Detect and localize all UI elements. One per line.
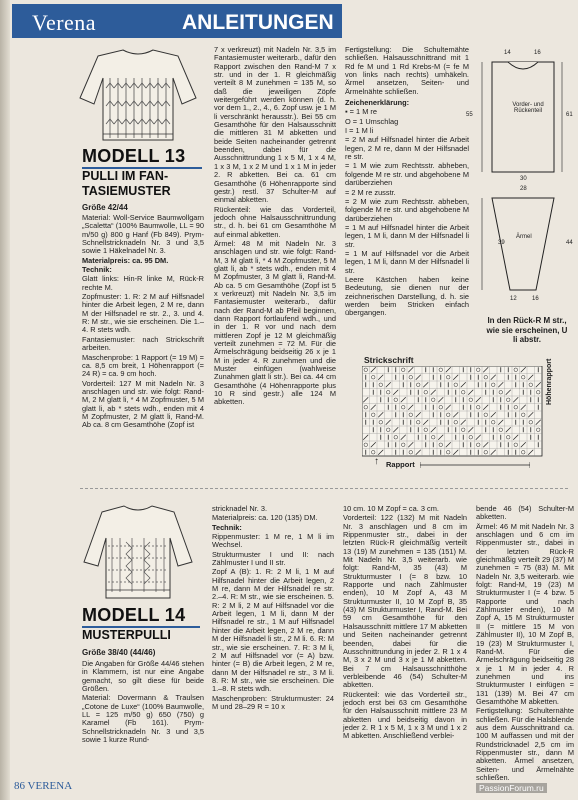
text-paragraph: 10 cm. 10 M Zopf = ca. 3 cm. bbox=[343, 504, 439, 513]
text-paragraph: Vorderteil: 127 M mit Nadeln Nr. 3 anschlagen und str. wie folgt: Rand-M, 2 M glatt li, * 4 M Zopfmuster, 5 M glatt li, ab * stets wdh., enden mit 4 M Zopfmuster, 2 M glatt li, Rand-M. Ab ca. 8 cm Gesamthöhe (Zopf ist bbox=[82, 378, 204, 430]
text-paragraph: Materialpreis: ca. 95 DM. bbox=[82, 255, 169, 265]
model14-sweater-drawing bbox=[82, 502, 194, 602]
text-paragraph: Fertigstellung: Schulternähte schließen. Für die Halsblende aus dem Ausschnittrand ca. 100 M auffassen und mit der Rundstricknadel 2,5 cm im Rippenmuster str., dann M abketten. Ärmel ansetzen, Seiten- und Ärmelnähte schließen. bbox=[476, 706, 574, 782]
legend-item: = 1 M auf Hilfsnadel hinter die Arbeit legen, 1 M li, dann M der Hilfsnadel li str. bbox=[345, 222, 469, 249]
model14-title: MODELL 14 bbox=[82, 605, 186, 625]
model14-subtitle: MUSTERPULLI bbox=[82, 628, 171, 642]
text-paragraph: Rückenteil: wie das Vorderteil, jedoch ohne Halsausschnittrundung str., d. h. bei 61 cm Gesamthöhe M auf einmal abketten. bbox=[214, 204, 336, 239]
model13-subtitle: PULLI IM FAN-TASIEMUSTER bbox=[82, 169, 171, 198]
text-paragraph: Vorderteil: 122 (132) M mit Nadeln Nr. 3 anschlagen und 8 cm im Rippenmuster str., dabei in der letzten Rück-R gleichmäßig verteilt 13 (19) M zunehmen = 135 (151) M. Mit Nadeln Nr. 3,5 weiterarb. wie folgt: Rand-M, 35 (43) M Strukturmuster I (= 8 bzw. 10 Rapporte und nach Zählmuster enden), 10 M Zopf A, 43 M Strukturmuster II, 10 M Zopf B, 35 (43) M Strukturmuster I, Rand-M. Bei 59 cm Gesamthöhe für den Halsausschnitt mittlere 17 M abketten und Seiten nacheinander getrennt beenden, dabei für die Ausschnittrundung in jeder 2. R 1 x 4 M, 3 x 2 M und 3 x je 1 M abketten. Bei 7 cm Halsausschnitthöhe verbleibende 46 (54) Schulter-M abketten. bbox=[343, 513, 467, 690]
text-paragraph: Zopf A (B): 1. R: 2 M li, 1 M auf Hilfsnadel hinter die Arbeit legen, 2 M re, dann M der Hilfsnadel re str. 2.–4. R: M str., wie sie erscheinen. 5. R: 2 M li, 2 M auf Hilfsnadel vor die Arbeit legen, 1 M li, dann M der Hilfsnadel re str., 1 M auf Hilfsnadel hinter die Arbeit legen, 2 M re, dann M der Hilfsnadel li str., 2 M li. 6. R: M str., wie sie erscheinen. 7. R: 3 M li, 2 M auf Hilfsnadel vor (= A) bzw. hinter (= B) die Arbeit legen, 2 M re, dann M der Hilfsnadel re str., 3 M li. 8. R: M str., wie sie erscheinen. Die 1.–8. R stets wdh. bbox=[212, 567, 334, 694]
legend-item: = 2 M wie zum Rechtsstr. abheben, folgende M re str. und abgehobene M darüberziehen bbox=[345, 196, 469, 223]
sleeve-top-number: 28 bbox=[520, 186, 527, 192]
schema-caption: In den Rück-R M str., wie sie erscheinen, U li abstr. bbox=[486, 316, 568, 344]
text-paragraph: Ärmel: 48 M mit Nadeln Nr. 3 anschlagen und str. wie folgt: Rand-M, 3 M glatt li, * 4 M Zopfmuster, 5 M glatt li, ab * stets wdh., enden mit 4 M Zopfmuster, 3 M glatt li, Rand-M. Ab ca. 5 cm Gesamthöhe (Zopf ist 5 x verkreuzt) mit Nadeln Nr. 3,5 im Fantasiemuster weiterarb., dafür nach der Rand-M ab Pfeil beginnen, dann Rapport fortlaufend wdh., und in der 1. R vor und nach dem mittleren Zopf je 12 M gleichmäßig verteilt zunehmen = 72 M. Für die Ärmelschrägung beidseitig 26 x je 1 M in jeder 4. R zunehmen und die Muster einfügen (wahlweise Zunahmen glatt li str.). Bei ca. 44 cm Gesamthöhe (4 Höhenrapporte plus 10 R sind gestr.) alle 124 M abketten. bbox=[214, 238, 336, 407]
schema-right-number: 61 bbox=[566, 112, 573, 118]
up-arrow-icon: ↑ bbox=[374, 456, 379, 467]
text-paragraph: Technik: bbox=[212, 522, 242, 532]
schema-bottom-number: 30 bbox=[520, 176, 527, 182]
text-paragraph: Rippenmuster: 1 M re, 1 M li im Wechsel. bbox=[212, 532, 334, 550]
text-paragraph: Zopfmuster: 1. R: 2 M auf Hilfsnadel hinter die Arbeit legen, 2 M re, dann M der Hilfsnadel re str. 2., 3. und 4. R: M str., wie sie erscheinen. Die 1.–4. R stets wdh. bbox=[82, 292, 204, 335]
text-paragraph: Materialpreis: ca. 120 (135) DM. bbox=[212, 513, 318, 523]
model14-column-3 bbox=[343, 505, 467, 742]
model13-size: Größe 42/44 bbox=[82, 203, 128, 212]
model14-column-1 bbox=[82, 660, 204, 745]
text-paragraph: Strukturmuster I und II: nach Zählmuster I und II str. bbox=[212, 549, 334, 568]
rapport-bracket bbox=[420, 462, 530, 468]
text-paragraph: bende 46 (54) Schulter-M abketten. bbox=[476, 505, 574, 522]
sleeve-label: Ärmel bbox=[516, 234, 532, 240]
sleeve-schematic-diagram bbox=[478, 190, 568, 300]
brand-logo: Verena bbox=[32, 10, 97, 35]
legend-item: = 1 M wie zum Rechtsstr. abheben, folgende M re str. und abgehobene M darüberziehen bbox=[345, 161, 469, 188]
model13-column-3 bbox=[345, 46, 469, 319]
text-paragraph: Technik: bbox=[82, 265, 112, 275]
watermark: PassionForum.ru bbox=[476, 783, 547, 793]
text-paragraph: 7 x verkreuzt) mit Nadeln Nr. 3,5 im Fantasiemuster weiterarb., dafür den Rapport zwischen den Rand-M 7 x str. und in der 1. R gleichmäßig verteilt 8 M zunehmen = 135 M, so daß die jeweiligen Zöpfe weitergeführt werden können (d. h. vor dem 1., 2., 4., 6. Zopf usw. je 1 M li verschränkt herausstr.). Bei 55 cm Gesamthöhe für den Halsausschnitt die mittleren 31 M abketten und beide Seiten nacheinander getrennt beenden, dabei für die Ausschnittrundung 1 x 5 M, 1 x 4 M, 1 x 3 M, 1 x 2 M und 1 x 1 M in jeder 2. R abketten. Bei ca. 61 cm Gesamthöhe (6 Höhenrapporte sind gestr.) restl. 37 Schulter-M auf einmal abketten. bbox=[214, 45, 336, 205]
sleeve-bottom-left-number: 12 bbox=[510, 296, 517, 302]
legend-item: = 2 M auf Hilfsnadel hinter die Arbeit legen, 2 M re, dann M der Hilfsnadel re str. bbox=[345, 135, 469, 162]
model13-sweater-drawing bbox=[78, 48, 198, 146]
schema-left-number: 55 bbox=[466, 112, 473, 118]
text-paragraph: Maschenproben: Strukturmuster: 24 M und 28–29 R = 10 x bbox=[212, 693, 334, 711]
text-paragraph: Glatt links: Hin-R linke M, Rück-R rechte M. bbox=[82, 274, 204, 292]
text-paragraph: stricknadel Nr. 3. bbox=[212, 504, 268, 513]
legend-item: I = 1 M li bbox=[345, 126, 374, 136]
text-paragraph: Material: Dovermann & Traulsen „Cotone de Luxe“ (100% Baumwolle, LL = 125 m/50 g) 650 (750) g Karamel (Fb 161). Prym-Schnellstricknadeln Nr. 3 und 3,5 sowie 1 kurze Rund- bbox=[82, 693, 204, 745]
model14-column-4 bbox=[476, 505, 574, 783]
rapport-label: Rapport bbox=[386, 460, 415, 469]
page-footer: 86 VERENA bbox=[14, 780, 73, 792]
legend-item: O = 1 Umschlag bbox=[345, 116, 399, 126]
text-paragraph: Fertigstellung: Die Schultemähte schließen. Halsausschnittrand mit 1 Rd fe M und 1 Rd Krebs-M (= fe M von links nach rechts) umhäkeln. Ärmel ansetzen, Seiten- und Ärmelnähte schließen. bbox=[345, 45, 469, 96]
text-paragraph: Leere Kästchen haben keine Bedeutung, sie dienen nur der zeichnerischen Darstellung, d. h. sie werden beim Stricken einfach übergangen. bbox=[345, 274, 469, 318]
section-divider bbox=[80, 488, 568, 489]
text-paragraph: Fantasiemuster: nach Strickschrift arbeiten. bbox=[82, 334, 204, 353]
legend-item: = 2 M re zusstr. bbox=[345, 187, 396, 197]
sleeve-left-number: 39 bbox=[498, 240, 505, 246]
sleeve-bottom-right-number: 16 bbox=[532, 296, 539, 302]
text-paragraph: Zeichenerklärung: bbox=[345, 98, 410, 108]
model13-title: MODELL 13 bbox=[82, 146, 186, 166]
text-paragraph: Maschenprobe: 1 Rapport (= 19 M) = ca. 8,5 cm breit, 1 Höhenrapport (= 24 R) = ca. 9 cm hoch. bbox=[82, 352, 204, 379]
section-title: ANLEITUNGEN bbox=[182, 11, 334, 34]
text-paragraph: Ärmel: 46 M mit Nadeln Nr. 3 anschlagen und 6 cm im Rippenmuster str., dabei in der letzten Rück-R gleichmäßig verteilt 29 (37) M zunehmen = 75 (83) M. Mit Nadeln Nr. 3,5 weiterarb. wie folgt: Rand-M, 19 (23) M Strukturmuster I (= 4 bzw. 5 Rapporte und nach Zählmuster enden), 10 M Zopf A, 15 M Strukturmuster II (= mittlere 15 M von Zählmuster II), 10 M Zopf B, 19 (23) M Strukturmuster I, Rand-M. Für die Ärmelschrägung beidseitig 28 x je 1 M in jeder 4. R zunehmen und ins Strukturmuster I einfügen = 131 (139) M. Bei 47 cm Gesamthöhe M abketten. bbox=[476, 521, 574, 706]
schema-body-label: Vorder- und Rückenteil bbox=[512, 102, 544, 114]
model13-column-1 bbox=[82, 214, 204, 431]
chart-vertical-label: Höhenrapport bbox=[546, 358, 553, 405]
legend-item: ▪ = 1 M re bbox=[345, 107, 377, 117]
sleeve-right-number: 44 bbox=[566, 240, 573, 246]
text-paragraph: Rückenteil: wie das Vorderteil str., jedoch erst bei 63 cm Gesamthöhe für den Halsausschnitt mittlere 23 M abketten und beidseitig davon in jeder 2. R 1 x 5 M, 1 x 3 M und 1 x 2 M abketten. Anschließend verblei- bbox=[343, 689, 467, 741]
schema-top-right-number: 16 bbox=[534, 50, 541, 56]
model14-size: Größe 38/40 (44/46) bbox=[82, 648, 156, 657]
knitting-chart-grid bbox=[362, 366, 552, 458]
model14-column-2 bbox=[212, 505, 334, 712]
text-paragraph: Material: Woll-Service Baumwollgarn „Scaletta“ (100% Baumwolle, LL = 90 m/50 g) 800 g Hanf (Fb 849). Prym-Schnellstricknadeln Nr. 3 und 3,5 sowie 1 Häkelnadel Nr. 3. bbox=[82, 213, 204, 256]
model13-column-2 bbox=[214, 46, 336, 408]
schema-top-left-number: 14 bbox=[504, 50, 511, 56]
header-bar bbox=[12, 4, 342, 38]
knitting-chart-title: Strickschrift bbox=[364, 355, 414, 365]
page-binding bbox=[0, 0, 10, 800]
legend-item: = 1 M auf Hilfsnadel vor die Arbeit legen, 1 M li, dann M der Hilfsnadel li str. bbox=[345, 248, 469, 275]
text-paragraph: Die Angaben für Größe 44/46 stehen in Klammern, ist nur eine Angabe gemacht, so gilt diese für beide Größen. bbox=[82, 659, 204, 694]
